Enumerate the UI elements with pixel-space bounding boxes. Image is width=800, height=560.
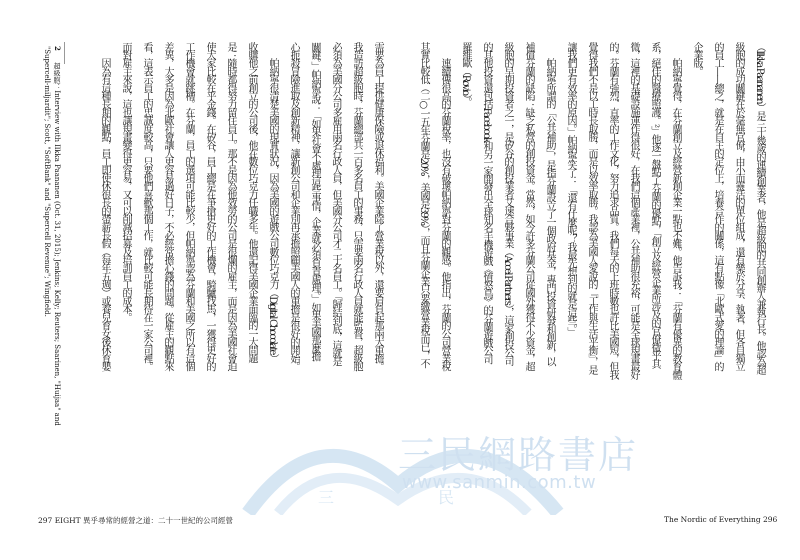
text-column: 使大家比較在乎金錢。在矽谷，員工總是在爭搶更好的工作機會，騎驢找馬，一獲得更好的: [204, 42, 215, 371]
text-column: 帕納寧所謂的「公共補助」，是指芬蘭設立了一個政府基金，專門投資研發和創新，以: [544, 42, 555, 366]
text-column: 系，絕佳的醫療照護。²」他逐一盤點了芬蘭的優點，「創立及經營企業所涉及的官僚微乎其: [649, 42, 660, 368]
right-page-body: [412, 42, 770, 422]
footnote-text: 超級胞：Interview with Ilkka Paananen (Oct. 31, 2015); Jenkins; Kelly; Reuters; Saarinen, "Huijaa" and "Supercell-miljardit"; Scott, "SoftBank" and "Supercell Revenue"; Wingfield.: [43, 46, 61, 426]
text-column: （Ilkka Paananen）是三十幾歲的連續創業者，他是超級胞的共同創辦人兼執行長。他認為超: [754, 42, 765, 374]
text-column: 讓我們更有效率的原因。」帕納寧笑了：「還有什麼呢？我最先想到的就是這些。」: [565, 42, 576, 336]
text-column: 看，這表示員工的忠誠度較高，只要他們喜歡那個工作，就比較可能長期待在一家公司裡。: [141, 42, 152, 371]
footnote-number: 2: [53, 46, 62, 51]
text-column: 收購他之前創立的公司後，他在數位巧克力任職多年。他還記得美國企業面臨的一大問題: [246, 42, 257, 362]
text-column: 的員工——總之，就是在自主的定位上，培養合作的關係，這有點像「北歐式愛的理論」的: [712, 42, 723, 371]
footnote-rule: [64, 42, 65, 64]
watermark-logo-char: 民: [438, 488, 455, 507]
text-column: 級胞的早期投資者之一，是矽谷的創投業者艾速合夥事業（Accel Partners），這家創投公司: [502, 42, 513, 365]
text-column: 因為有這種長期的觀點，員工即使休很長的帶薪長假（每年五週）或養兒育女後休育嬰: [99, 42, 110, 371]
text-column: 帕納寧很清楚美國的現實狀況，因為美國的遊戲公司數位巧克力（Digital Chocolate）: [267, 42, 278, 362]
text-column: 帕納寧覺得，在芬蘭創立及經營新創企業一點也不難。他告訴我：「芬蘭有優異的教育體: [670, 42, 681, 379]
text-column: 工作機會就跳槽。在芬蘭，員工的選項可能比較少，但帕納寧認為芬蘭和美國之所以有這個: [183, 42, 194, 371]
text-column: 關鍵。」帕納寧說：「如果社會不處理這些事情，企業就必須負責處理。」如果美國那麼擔: [309, 42, 320, 361]
text-column: 而對雇主來說，這也讓規畫變得更容易，又可以削減招募及培訓員工的成本。: [120, 42, 131, 321]
text-column: 羅維歐（Rovio）。: [460, 42, 471, 106]
text-column: 心扼殺冒險進取及創新精神，讓新創公司和企業別再承擔照顧美國人的重擔是很好的開始。: [288, 42, 299, 371]
text-column: 差異，大多是因為北歐社會讓人更容易過好日子，不必經常擔心錢的問題。從雇主的觀點來: [162, 42, 173, 371]
text-column: 覺得我們不是以工時長取勝，而是以效率取勝。我認為美國人愛說的『工作與生活平衡』，是: [586, 42, 597, 374]
text-column: 的。芬蘭有強烈、直率的工作文化，努力追求品質。我們每天的上班時數也許比美國短，但我: [607, 42, 618, 379]
text-column: 連續傳很高的芬蘭稅率，也沒有破壞帕納寧對芬蘭的觀感。他指出，芬蘭的公司營業稅: [439, 42, 450, 371]
text-column: 其實比較低（二○一五年芬蘭是20%，美國是39%），而且芬蘭企業只要繳營業稅而已，不: [418, 42, 429, 367]
text-column: 我造訪超級胞時，芬蘭總部共一百多名員工的事務，只需要兩名行政人員就能監督，超級胞: [351, 42, 362, 371]
watermark-logo: [238, 425, 568, 515]
text-column: 必須為美國分公司多雇用兩名行政人員，但美國分公司才二十名員工。「歸結到底，這就是: [330, 42, 341, 366]
text-column: 級胞的成功關鍵在於毫無官僚，由小而靈活的單位組成，還有樂於分享、執著，但各自獨立: [733, 42, 744, 371]
watermark-url: www.sanmin.com.tw: [402, 472, 597, 493]
right-page-footer: The Nordic of Everything 296: [664, 515, 778, 524]
left-page-body: [92, 42, 388, 422]
text-column: 微，這裡的基礎設施運作得很好，在我們這個產業裡，公共補助很充裕，可能是全球規畫最好: [628, 42, 639, 379]
watermark-title: 三民網路書店: [398, 433, 639, 477]
text-column: 是：隨時都得努力留住員工。那不是因為他效勞的公司是很爛的雇主，而是因為美國社會迫: [225, 42, 236, 371]
left-page-footer: 297 EIGHT 異乎尋常的經營之道：二十一世紀的公司經營: [38, 516, 234, 525]
text-column: 需要為員工提供健康保險或退休福利。美國企業除了營業稅以外，還要肩負起那兩大重擔。: [372, 42, 383, 371]
text-column: 補償芬蘭的缺陷：缺乏私營的創投資金。當然，如今許多芬蘭公司從國外獲得不少資金，超: [523, 42, 534, 371]
footnote: [36, 46, 62, 466]
text-column: 企業版。: [691, 42, 702, 75]
text-column: 的其他投資還包括Facebook和另一家開發出全球知名手機遊戲《憤怒鳥》的芬蘭遊戲公司: [481, 42, 492, 363]
watermark-logo-char: 三: [318, 488, 335, 507]
